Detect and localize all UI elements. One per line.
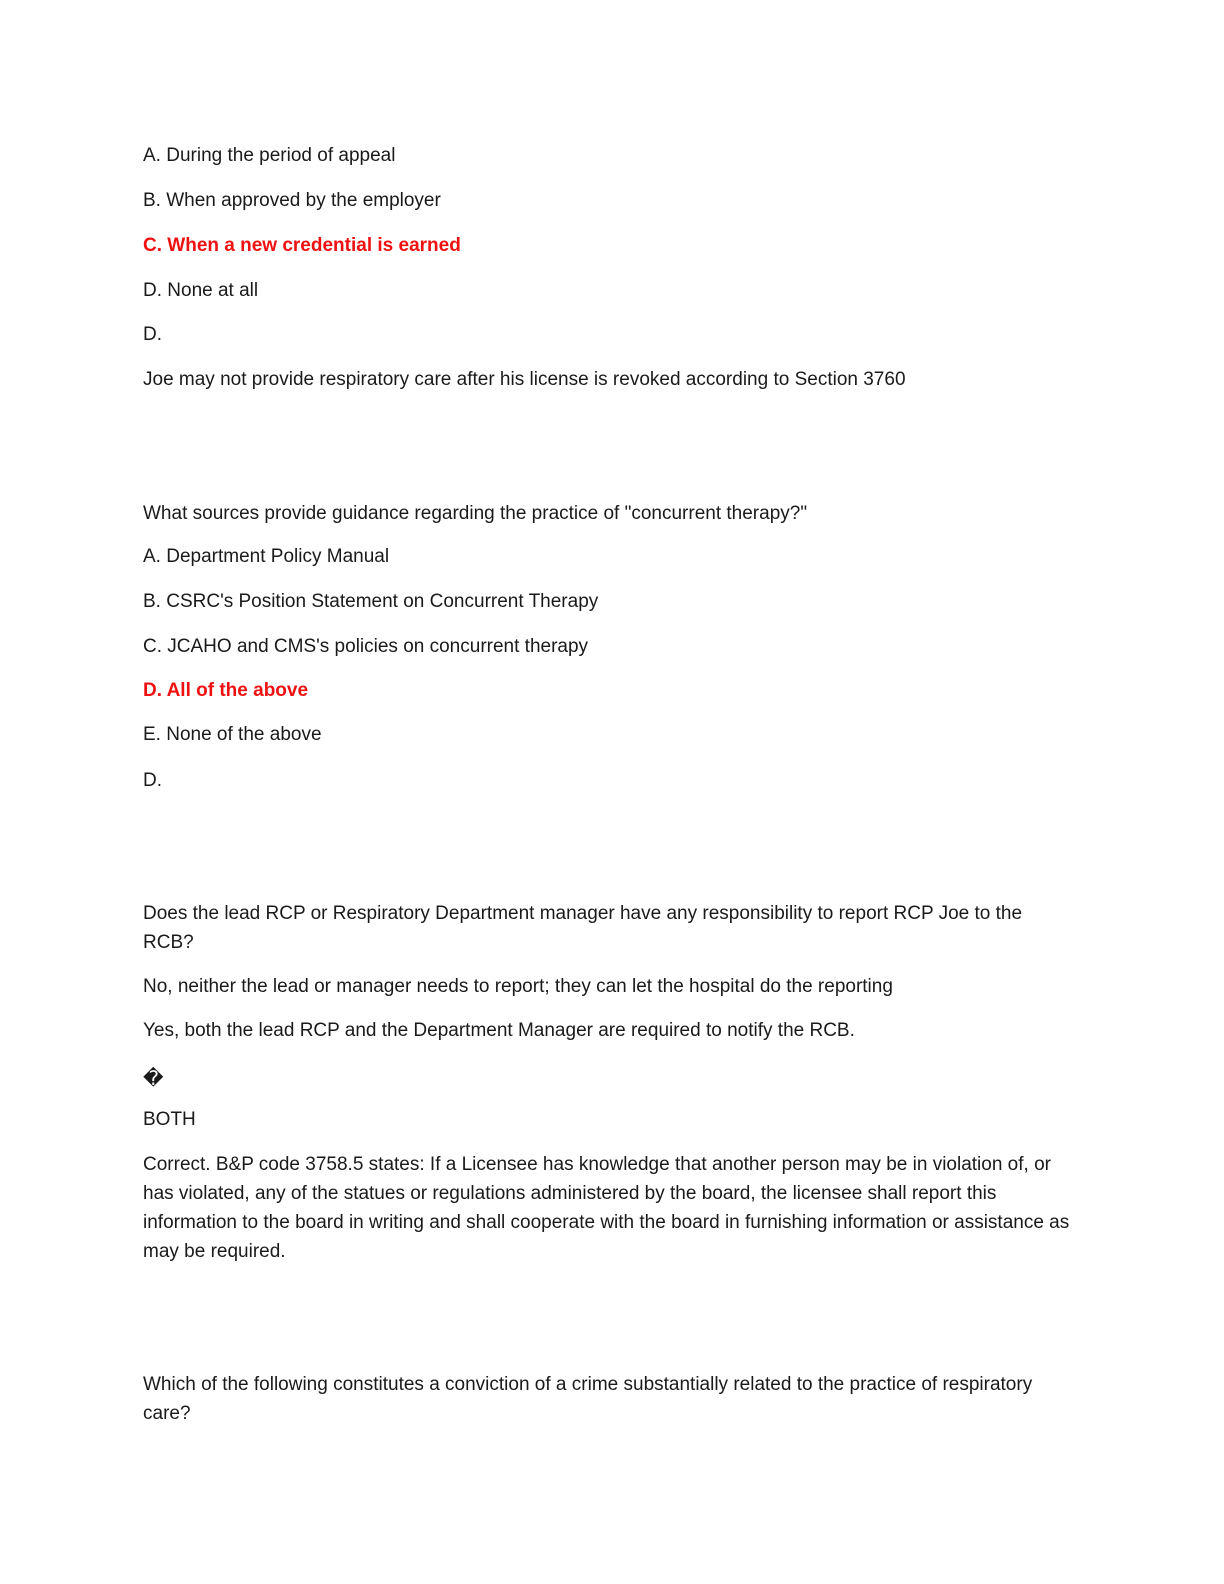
q3-question: Does the lead RCP or Respiratory Department manager have any responsibility to report RCP Joe to the RCB? bbox=[143, 903, 1023, 953]
q4-question: Which of the following constitutes a conviction of a crime substantially related to the practice of respiratory care? bbox=[143, 1374, 1033, 1424]
q3-answer: BOTH bbox=[143, 1109, 196, 1130]
q1-option-d: D. None at all bbox=[143, 280, 259, 301]
q3-explanation: Correct. B&P code 3758.5 states: If a Licensee has knowledge that another person may be in violation of, or has violated, any of the statues or regulations administered by the board, the licensee shall report this information to the board in writing and shall cooperate with the board in furnishing information or assistance as may be required. bbox=[143, 1154, 1070, 1262]
q3-option-yes: Yes, both the lead RCP and the Department Manager are required to notify the RCB. bbox=[143, 1020, 855, 1041]
q1-explanation: Joe may not provide respiratory care after his license is revoked according to Section 3760 bbox=[143, 369, 906, 390]
q1-option-c-correct: C. When a new credential is earned bbox=[143, 235, 461, 256]
q1-option-b: B. When approved by the employer bbox=[143, 190, 441, 211]
q2-option-c: C. JCAHO and CMS's policies on concurrent therapy bbox=[143, 636, 589, 657]
q1-answer-letter: D. bbox=[143, 324, 162, 345]
q2-question: What sources provide guidance regarding the practice of "concurrent therapy?" bbox=[143, 503, 808, 524]
q2-option-b: B. CSRC's Position Statement on Concurrent Therapy bbox=[143, 591, 599, 612]
q2-option-d-correct: D. All of the above bbox=[143, 680, 309, 701]
q2-option-a: A. Department Policy Manual bbox=[143, 546, 390, 567]
q1-option-a: A. During the period of appeal bbox=[143, 145, 396, 166]
q2-answer-letter: D. bbox=[143, 770, 162, 791]
replacement-character-glyph: � bbox=[143, 1066, 164, 1090]
q3-option-no: No, neither the lead or manager needs to report; they can let the hospital do the reporting bbox=[143, 976, 893, 997]
q2-option-e: E. None of the above bbox=[143, 724, 322, 745]
